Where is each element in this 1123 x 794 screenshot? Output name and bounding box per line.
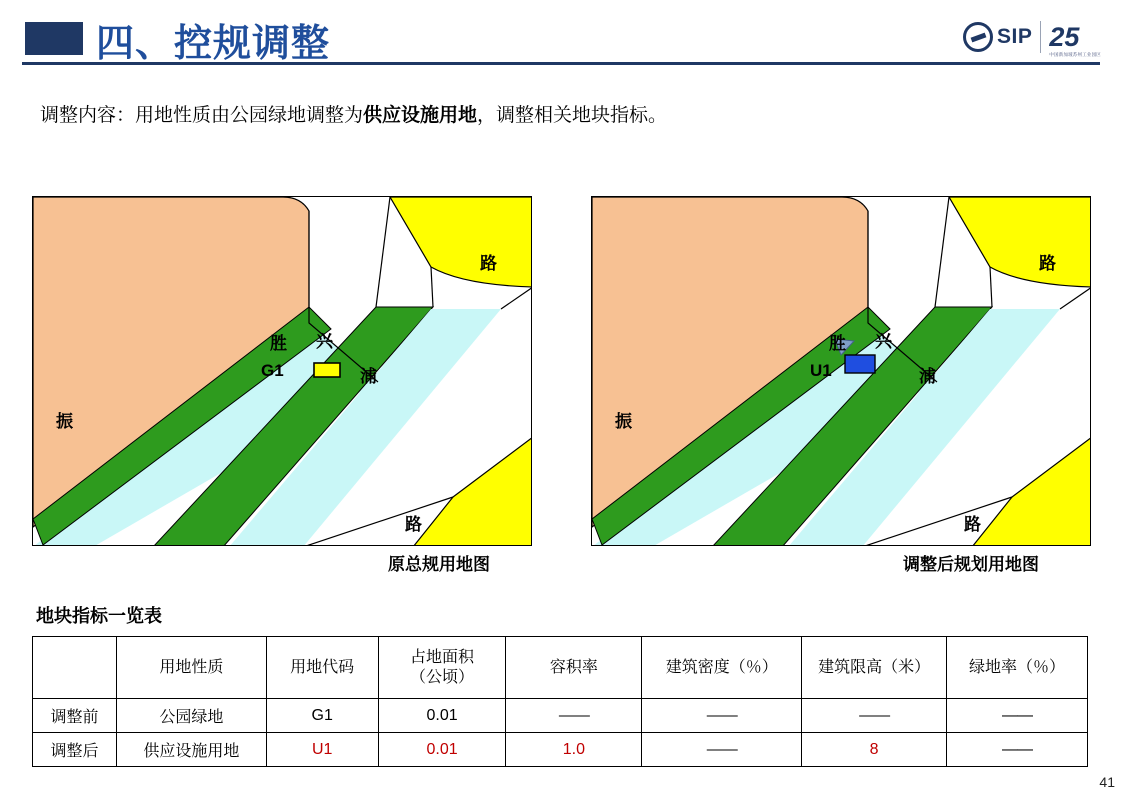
header-accent-block xyxy=(25,22,83,55)
map-before-label-xing: 兴 xyxy=(316,332,333,351)
cell-area-after: 0.01 xyxy=(378,733,506,767)
map-after-caption: 调整后规划用地图 xyxy=(903,555,1039,574)
header-cell-density: 建筑密度（％） xyxy=(642,637,802,699)
sip-logo-mark-icon xyxy=(963,22,993,52)
map-after-label-lu-top: 路 xyxy=(1039,254,1056,273)
table-header xyxy=(33,637,1088,699)
map-after-graphic xyxy=(592,197,1091,546)
row-label-after: 调整后 xyxy=(33,733,117,767)
cell-far-after: 1.0 xyxy=(506,733,642,767)
header-cell-far: 容积率 xyxy=(506,637,642,699)
table-row xyxy=(33,733,1088,767)
intro-emphasis: 供应设施用地 xyxy=(363,105,478,126)
header-cell-area xyxy=(378,637,506,699)
map-after-adjustment xyxy=(591,196,1091,546)
page-title: 四、控规调整 xyxy=(96,23,331,65)
map-after-parcel-code: U1 xyxy=(810,361,832,380)
table-body xyxy=(33,699,1088,767)
cell-code-before: G1 xyxy=(266,699,378,733)
intro-suffix: ，调整相关地块指标。 xyxy=(477,105,668,126)
cell-nature-before: 公园绿地 xyxy=(116,699,266,733)
header-cell-nature: 用地性质 xyxy=(116,637,266,699)
map-after-label-zhen: 振 xyxy=(615,412,632,431)
map-after-label-xing: 兴 xyxy=(875,332,892,351)
page-header xyxy=(0,0,1123,78)
header-area-line1: 占地面积 xyxy=(410,648,475,666)
logo-subtitle: 中国新加坡苏州工业园区 xyxy=(1049,52,1101,57)
cell-height-before: —— xyxy=(802,699,947,733)
header-cell-code: 用地代码 xyxy=(266,637,378,699)
sip-logo xyxy=(963,14,1103,60)
parcel-index-table xyxy=(32,636,1088,767)
table-title: 地块指标一览表 xyxy=(36,606,162,626)
page-number: 41 xyxy=(1099,774,1115,790)
table-header-row xyxy=(33,637,1088,699)
cell-area-before: 0.01 xyxy=(378,699,506,733)
map-before-label-sheng: 胜 xyxy=(270,334,287,353)
map-before-label-pu: 浦 xyxy=(360,367,377,386)
map-before-parcel-code: G1 xyxy=(261,361,284,380)
map-after-label-pu: 浦 xyxy=(919,367,936,386)
table-row xyxy=(33,699,1088,733)
header-area-line2: （公顷） xyxy=(410,668,475,686)
cell-density-after: —— xyxy=(642,733,802,767)
sip-logo-text: SIP xyxy=(997,25,1033,48)
header-cell-height: 建筑限高（米） xyxy=(802,637,947,699)
map-after-label-lu-bottom: 路 xyxy=(964,515,981,534)
map-before-adjustment xyxy=(32,196,532,546)
cell-green-before: —— xyxy=(947,699,1088,733)
header-cell-blank xyxy=(33,637,117,699)
logo-separator xyxy=(1040,21,1041,53)
cell-density-before: —— xyxy=(642,699,802,733)
header-cell-green: 绿地率（％） xyxy=(947,637,1088,699)
map-before-caption: 原总规用地图 xyxy=(388,555,490,574)
cell-far-before: —— xyxy=(506,699,642,733)
intro-text xyxy=(40,100,667,127)
cell-green-after: —— xyxy=(947,733,1088,767)
map-before-label-lu-top: 路 xyxy=(480,254,497,273)
map-after-label-sheng: 胜 xyxy=(829,334,846,353)
logo-anniversary: 25 xyxy=(1049,21,1080,52)
cell-nature-after: 供应设施用地 xyxy=(116,733,266,767)
intro-prefix: 调整内容：用地性质由公园绿地调整为 xyxy=(40,105,364,126)
map-before-label-lu-bottom: 路 xyxy=(405,515,422,534)
row-label-before: 调整前 xyxy=(33,699,117,733)
map-before-label-zhen: 振 xyxy=(56,412,73,431)
cell-height-after: 8 xyxy=(802,733,947,767)
cell-code-after: U1 xyxy=(266,733,378,767)
